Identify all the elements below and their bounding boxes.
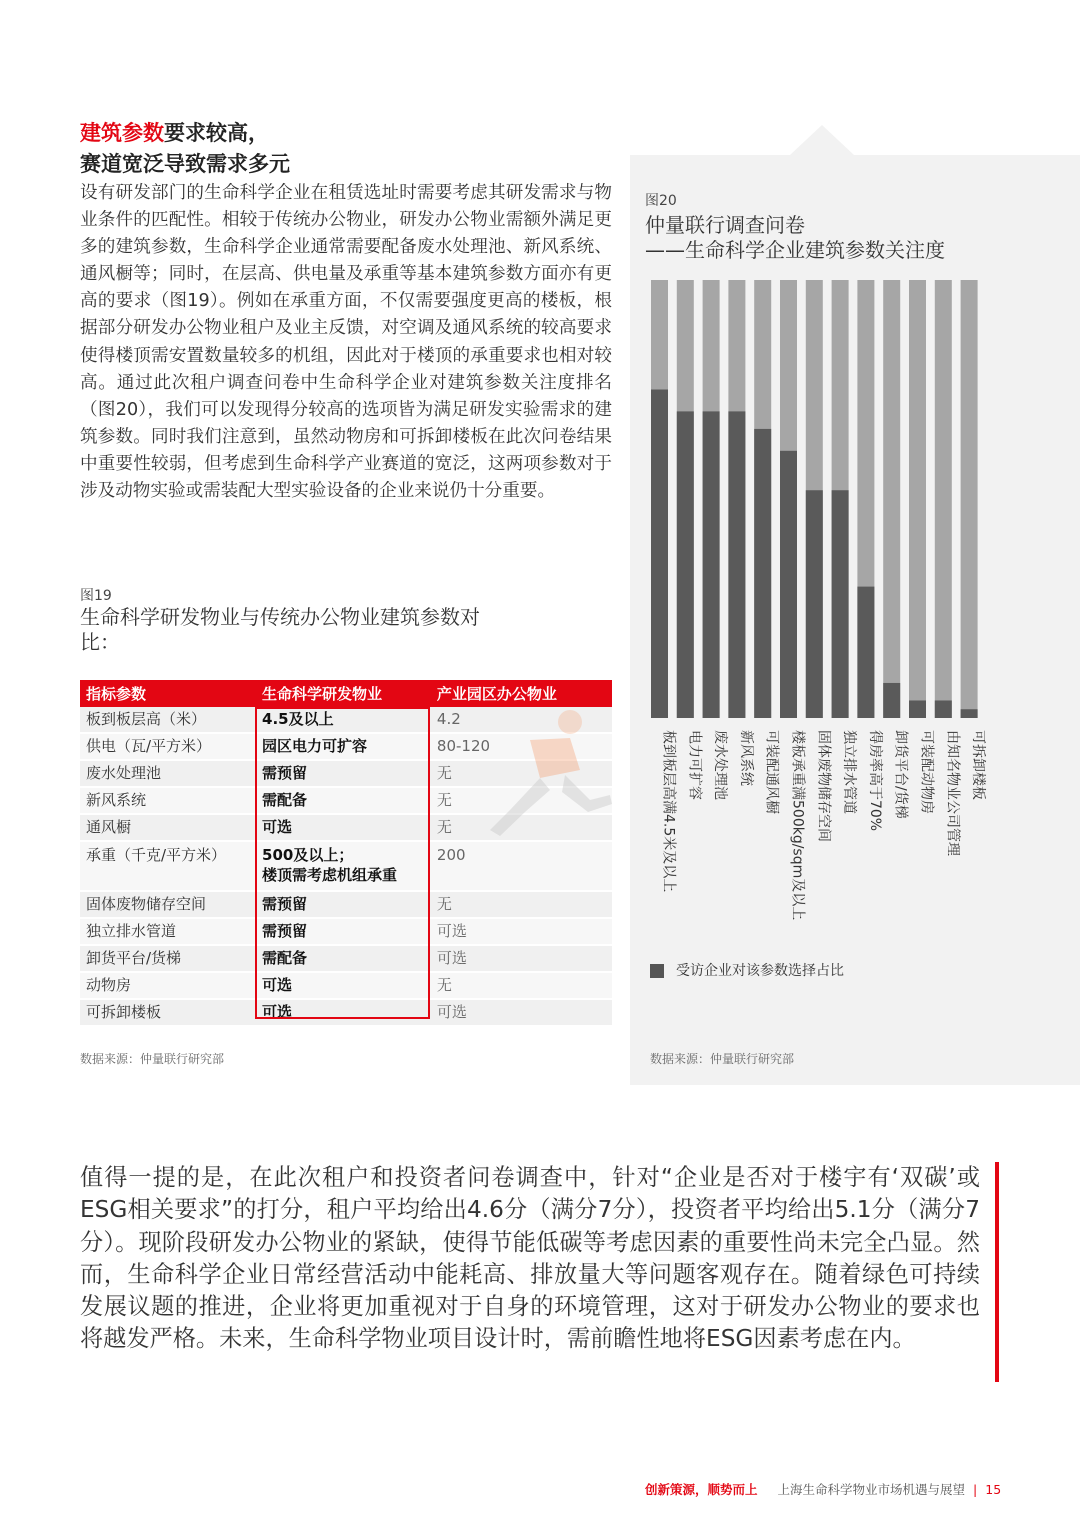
table-cell: 200 — [431, 841, 612, 891]
section-subheading: 赛道宽泛导致需求多元 — [80, 152, 290, 176]
category-label: 可装配通风橱 — [763, 730, 780, 814]
quote-accent-bar — [995, 1162, 999, 1382]
category-label: 楼板承重满500kg/sqm及以上 — [789, 730, 806, 921]
category-label: 可拆卸楼板 — [970, 730, 987, 800]
table-row — [80, 891, 612, 918]
table-cell: 可选 — [256, 814, 431, 841]
table-cell: 卸货平台/货梯 — [80, 945, 256, 972]
table-row — [80, 999, 612, 1026]
table-cell: 可拆卸楼板 — [80, 999, 256, 1026]
table-cell: 无 — [431, 814, 612, 841]
figure-19-title: 生命科学研发物业与传统办公物业建筑参数对比： — [80, 605, 480, 654]
bar-selected — [832, 490, 849, 718]
category-label: 得房率高于70% — [866, 730, 883, 832]
category-label: 废水处理池 — [712, 730, 729, 800]
intro-paragraph: 设有研发部门的生命科学企业在租赁选址时需要考虑其研发需求与物业条件的匹配性。相较于传统办公物业，研发办公物业需额外满足更多的建筑参数，生命科学企业通常需要配备废水处理池、新风系统、通风橱等；同时，在层高、供电量及承重等基本建筑参数方面亦有更高的要求（图19）。例如在承重方面，不仅需要强度更高的楼板，根据部分研发办公物业租户及业主反馈，对空调及通风系统的较高要求使得楼顶需安置数量较多的机组，因此对于楼顶的承重要求也相对较高。通过此次租户调查问卷中生命科学企业对建筑参数关注度排名（图20），我们可以发现得分较高的选项皆为满足研发实验需求的建筑参数。同时我们注意到，虽然动物房和可拆卸楼板在此次问卷结果中重要性较弱，但考虑到生命科学产业赛道的宽泛，这两项参数对于涉及动物实验或需装配大型实验设备的企业来说仍十分重要。 — [80, 183, 612, 502]
heading-rest: 要求较高， — [164, 121, 269, 145]
page-footer — [645, 1480, 1001, 1498]
bar-selected — [780, 451, 797, 718]
bar-selected — [909, 700, 926, 718]
table-cell: 可选 — [431, 945, 612, 972]
esg-paragraph: 值得一提的是，在此次租户和投资者问卷调查中，针对“企业是否对于楼宇有‘双碳’或ESG相关要求”的打分，租户平均给出4.6分（满分7分），投资者平均给出5.1分（满分7分）。现阶段研发办公物业的紧缺，使得节能低碳等考虑因素的重要性尚未完全凸显。然而，生命科学企业日常经营活动中能耗高、排放量大等问题客观存在。随着绿色可持续发展议题的推进，企业将更加重视对于自身的环境管理，这对于研发办公物业的要求也将越发严格。未来，生命科学物业项目设计时，需前瞻性地将ESG因素考虑在内。 — [80, 1164, 981, 1353]
chart-legend — [650, 960, 844, 980]
table-cell: 废水处理池 — [80, 760, 256, 787]
bar-selected — [857, 587, 874, 718]
table-cell: 需配备 — [256, 945, 431, 972]
table-cell: 可选 — [431, 999, 612, 1026]
legend-label: 受访企业对该参数选择占比 — [676, 963, 844, 979]
page-number: 15 — [985, 1482, 1002, 1497]
runner-watermark-icon — [470, 700, 620, 850]
table-cell: 80-120 — [431, 733, 612, 760]
bar-selected — [651, 390, 668, 719]
figure-20-subtitle: ——生命科学企业建筑参数关注度 — [645, 238, 945, 262]
section-heading — [80, 118, 269, 148]
table-cell: 新风系统 — [80, 787, 256, 814]
figure-19-label: 图19 — [80, 588, 112, 604]
table-cell: 需预留 — [256, 891, 431, 918]
table-row — [80, 945, 612, 972]
table-cell: 园区电力可扩容 — [256, 733, 431, 760]
table-cell: 需配备 — [256, 787, 431, 814]
table-cell: 独立排水管道 — [80, 918, 256, 945]
bar-selected — [677, 411, 694, 718]
table-cell: 无 — [431, 972, 612, 999]
footer-report-title: 上海生命科学物业市场机遇与展望 — [777, 1482, 966, 1497]
category-label: 可装配动物房 — [918, 730, 935, 814]
table-row — [80, 972, 612, 999]
footer-slogan: 创新策源，顺势而上 — [645, 1482, 758, 1497]
category-label: 独立排水管道 — [841, 730, 858, 814]
figure-20-label: 图20 — [645, 193, 677, 209]
bar-selected — [883, 683, 900, 718]
table-cell: 需预留 — [256, 760, 431, 787]
table-header-cell: 指标参数 — [80, 680, 256, 707]
table-cell: 无 — [431, 787, 612, 814]
bar-selected — [728, 411, 745, 718]
table-cell: 4.2 — [431, 707, 612, 733]
category-label: 固体废物储存空间 — [815, 730, 832, 842]
bar-remainder — [961, 280, 978, 718]
legend-swatch — [650, 964, 664, 978]
bar-remainder — [883, 280, 900, 718]
bar-remainder — [935, 280, 952, 718]
table-row — [80, 918, 612, 945]
bar-selected — [806, 490, 823, 718]
table-cell: 板到板层高（米） — [80, 707, 256, 733]
figure-20-title: 仲量联行调查问卷 — [645, 213, 805, 237]
category-label: 卸货平台/货梯 — [892, 730, 909, 819]
category-label: 由知名物业公司管理 — [944, 730, 961, 856]
table-cell: 供电（瓦/平方米） — [80, 733, 256, 760]
table-cell: 可选 — [256, 972, 431, 999]
category-label: 新风系统 — [737, 730, 754, 786]
figure-19-source: 数据来源：仲量联行研究部 — [80, 1052, 225, 1066]
parameter-attention-chart — [645, 270, 990, 950]
table-cell: 动物房 — [80, 972, 256, 999]
table-header-cell: 产业园区办公物业 — [431, 680, 612, 707]
bar-remainder — [909, 280, 926, 718]
bar-selected — [754, 429, 771, 718]
table-cell: 承重（千克/平方米） — [80, 841, 256, 891]
category-label: 板到板层高满4.5米及以上 — [660, 730, 677, 893]
bar-selected — [935, 700, 952, 718]
table-header-cell: 生命科学研发物业 — [256, 680, 431, 707]
heading-highlight: 建筑参数 — [80, 121, 164, 145]
table-cell: 4.5及以上 — [256, 707, 431, 733]
bar-selected — [703, 411, 720, 718]
table-cell: 无 — [431, 760, 612, 787]
table-cell: 可选 — [431, 918, 612, 945]
table-cell: 固体废物储存空间 — [80, 891, 256, 918]
table-cell: 可选 — [256, 999, 431, 1026]
table-cell: 需预留 — [256, 918, 431, 945]
table-cell: 500及以上； 楼顶需考虑机组承重 — [256, 841, 431, 891]
figure-20-source: 数据来源：仲量联行研究部 — [650, 1052, 795, 1066]
bar-selected — [961, 709, 978, 718]
category-label: 电力可扩容 — [686, 730, 703, 800]
panel-notch — [790, 125, 854, 155]
table-cell: 无 — [431, 891, 612, 918]
footer-separator: | — [973, 1482, 978, 1497]
table-cell: 通风橱 — [80, 814, 256, 841]
